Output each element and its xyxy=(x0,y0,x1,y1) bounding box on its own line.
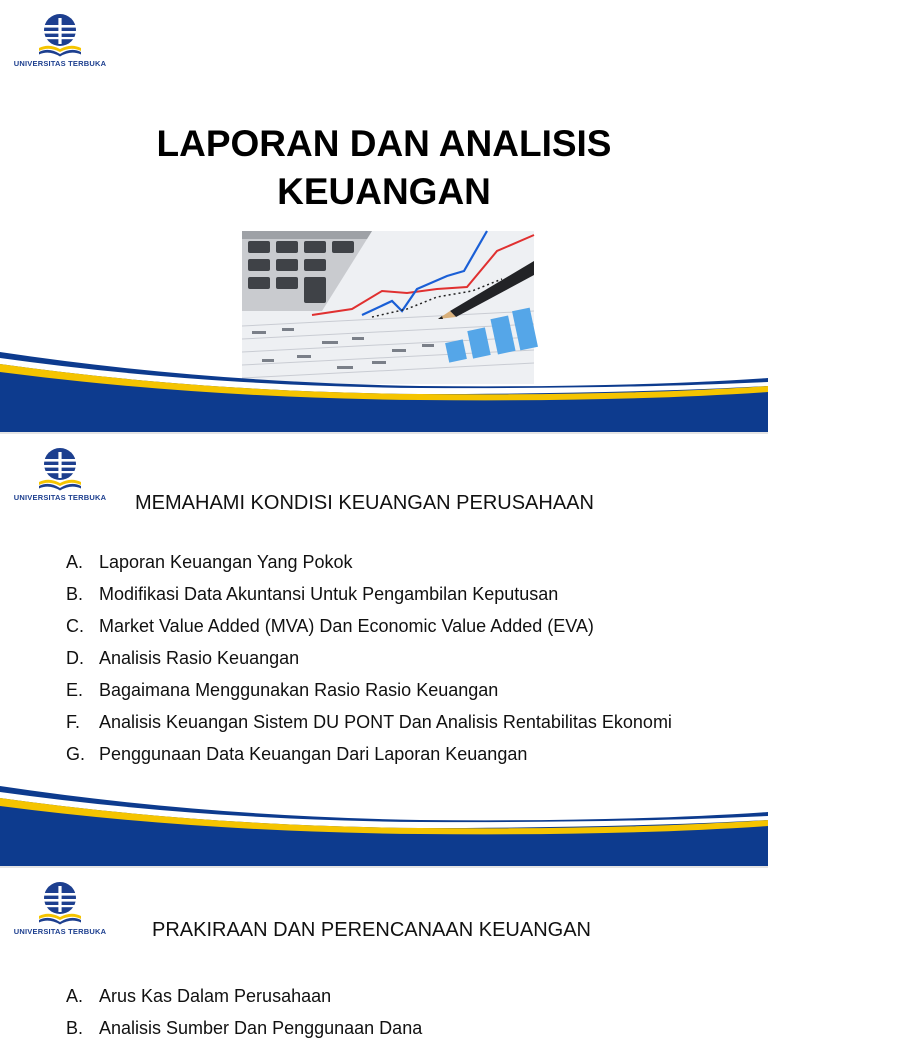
list-item xyxy=(66,710,716,734)
title-slide xyxy=(0,0,768,432)
list-item xyxy=(66,614,716,638)
list-item-letter: A. xyxy=(66,986,84,1006)
list-item-text: Laporan Keuangan Yang Pokok xyxy=(99,552,353,572)
university-name: UNIVERSITAS TERBUKA xyxy=(13,493,107,502)
list-item-letter: C. xyxy=(66,616,84,636)
title-line-2: KEUANGAN xyxy=(277,171,491,212)
university-emblem-icon xyxy=(35,12,85,58)
list-item-letter: E. xyxy=(66,680,84,700)
list-item xyxy=(66,646,716,670)
wave-decoration xyxy=(0,342,768,432)
list-item-text: Analisis Sumber Dan Penggunaan Dana xyxy=(99,1018,423,1038)
content-slide-2 xyxy=(0,868,768,1038)
list-item-letter: B. xyxy=(66,584,84,604)
wave-decoration xyxy=(0,776,768,866)
list-item-text: Analisis Keuangan Sistem DU PONT Dan Analisis Rentabilitas Ekonomi xyxy=(99,712,672,732)
presentation-title xyxy=(0,120,768,216)
list-item xyxy=(66,582,716,606)
list-item xyxy=(66,678,716,702)
list-item-letter: B. xyxy=(66,1018,84,1038)
content-slide-1 xyxy=(0,434,768,866)
title-line-1: LAPORAN DAN ANALISIS xyxy=(156,123,612,164)
list-item-text: Analisis Rasio Keuangan xyxy=(99,648,300,668)
slide-heading: PRAKIRAAN DAN PERENCANAAN KEUANGAN xyxy=(152,919,591,941)
list-item-text: Modifikasi Data Akuntansi Untuk Pengambilan Keputusan xyxy=(99,584,559,604)
list-item-text: Arus Kas Dalam Perusahaan xyxy=(99,986,332,1006)
slide-heading: MEMAHAMI KONDISI KEUANGAN PERUSAHAAN xyxy=(135,492,594,514)
list-item xyxy=(66,984,716,1008)
university-emblem-icon xyxy=(35,446,85,492)
list-item xyxy=(66,550,716,574)
list-item-text: Market Value Added (MVA) Dan Economic Value Added (EVA) xyxy=(99,616,594,636)
list-item-letter: F. xyxy=(66,712,81,732)
topic-list xyxy=(66,550,716,774)
university-name: UNIVERSITAS TERBUKA xyxy=(13,59,107,68)
list-item xyxy=(66,1016,716,1040)
topic-list xyxy=(66,984,716,1048)
list-item-text: Penggunaan Data Keuangan Dari Laporan Keuangan xyxy=(99,744,528,764)
list-item-text: Bagaimana Menggunakan Rasio Rasio Keuangan xyxy=(99,680,499,700)
list-item-letter: G. xyxy=(66,744,86,764)
list-item xyxy=(66,742,716,766)
university-name: UNIVERSITAS TERBUKA xyxy=(13,927,107,936)
list-item-letter: D. xyxy=(66,648,84,668)
university-logo xyxy=(10,12,110,68)
list-item-letter: A. xyxy=(66,552,84,572)
